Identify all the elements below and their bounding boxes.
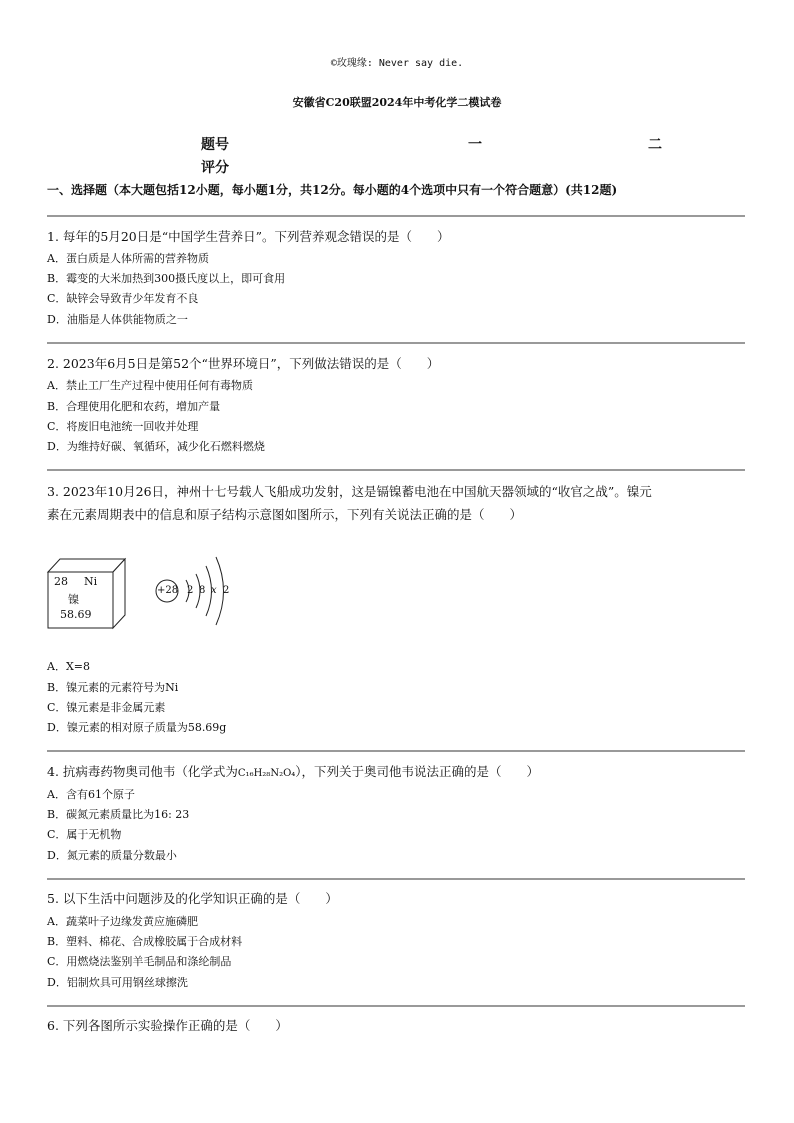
score-table-col-label: 题号 xyxy=(201,137,229,153)
question-3-option-a: A．X=8 xyxy=(47,660,90,673)
element-name: 镍 xyxy=(68,593,79,606)
question-2-stem: 2. 2023年6月5日是第52个“世界环境日”，下列做法错误的是（ ） xyxy=(47,356,440,371)
question-5-stem: 5. 以下生活中问题涉及的化学知识正确的是（ ） xyxy=(47,891,338,906)
question-2-option-a: A．禁止工厂生产过程中使用任何有毒物质 xyxy=(47,379,253,392)
element-atomic-mass: 58.69 xyxy=(60,608,92,621)
question-1-option-c: C．缺锌会导致青少年发育不良 xyxy=(47,292,199,305)
question-3-option-b: B．镍元素的元素符号为Ni xyxy=(47,681,179,694)
question-5-option-b: B．塑料、棉花、合成橡胶属于合成材料 xyxy=(47,935,243,948)
divider xyxy=(47,1005,745,1007)
score-table-col1: 一 xyxy=(468,137,482,153)
element-atomic-number: 28 xyxy=(54,575,68,588)
question-4-stem xyxy=(47,760,747,786)
question-5-option-a: A．蔬菜叶子边缘发黄应施磷肥 xyxy=(47,915,198,928)
question-1-option-b: B．霉变的大米加热到300摄氏度以上，即可食用 xyxy=(47,272,286,285)
question-1-stem: 1. 每年的5月20日是“中国学生营养日”。下列营养观念错误的是（ ） xyxy=(47,229,450,244)
atom-shell-3: x xyxy=(211,585,217,596)
element-symbol: Ni xyxy=(84,575,98,588)
section-heading: 一、选择题（本大题包括12小题，每小题1分，共12分。每小题的4个选项中只有一个符合题意）(共12题) xyxy=(47,183,618,197)
score-table-col2: 二 xyxy=(648,137,662,153)
atom-shell-1: 2 xyxy=(187,585,194,596)
question-4-option-c: C．属于无机物 xyxy=(47,828,122,841)
question-3-option-c: C．镍元素是非金属元素 xyxy=(47,701,166,714)
question-4-option-a: A．含有61个原子 xyxy=(47,788,135,801)
question-3-stem-line2: 素在元素周期表中的信息和原子结构示意图如图所示，下列有关说法正确的是（ ） xyxy=(47,507,523,522)
page-header: ©玫瑰缘: Never say die. xyxy=(330,58,464,69)
atom-shell-2: 8 xyxy=(199,585,206,596)
question-2-option-b: B．合理使用化肥和农药，增加产量 xyxy=(47,400,221,413)
question-5-option-c: C．用燃烧法鉴别羊毛制品和涤纶制品 xyxy=(47,955,232,968)
divider xyxy=(47,878,745,880)
score-table-row-label: 评分 xyxy=(201,160,229,176)
question-3-stem-line1: 3. 2023年10月26日，神州十七号载人飞船成功发射，这是镉镍蓄电池在中国航天器领域的“收官之战”。镍元 xyxy=(47,484,652,499)
exam-title: 安徽省C20联盟2024年中考化学二模试卷 xyxy=(292,96,502,109)
question-4-option-d: D．氮元素的质量分数最小 xyxy=(47,849,177,862)
divider xyxy=(47,469,745,471)
question-4-formula: C₁₆H₂₈N₂O₄ xyxy=(237,768,296,779)
divider xyxy=(47,215,745,217)
atom-shell-4: 2 xyxy=(223,585,230,596)
question-4-stem-post: ），下列关于奥司他韦说法正确的是（ ） xyxy=(295,764,540,779)
question-5-option-d: D．铝制炊具可用钢丝球擦洗 xyxy=(47,976,188,989)
question-3-option-d: D．镍元素的相对原子质量为58.69g xyxy=(47,721,227,734)
question-4-stem-pre: 4. 抗病毒药物奥司他韦（化学式为 xyxy=(47,764,238,779)
divider xyxy=(47,750,745,752)
question-6-stem: 6. 下列各图所示实验操作正确的是（ ） xyxy=(47,1018,288,1033)
atom-nucleus-charge: +28 xyxy=(157,585,179,596)
question-1-option-a: A．蛋白质是人体所需的营养物质 xyxy=(47,252,209,265)
divider xyxy=(47,342,745,344)
question-4-option-b: B．碳氮元素质量比为16: 23 xyxy=(47,808,190,821)
question-2-option-d: D．为维持好碳、氧循环，减少化石燃料燃烧 xyxy=(47,440,265,453)
question-1-option-d: D．油脂是人体供能物质之一 xyxy=(47,313,188,326)
question-2-option-c: C．将废旧电池统一回收并处理 xyxy=(47,420,199,433)
